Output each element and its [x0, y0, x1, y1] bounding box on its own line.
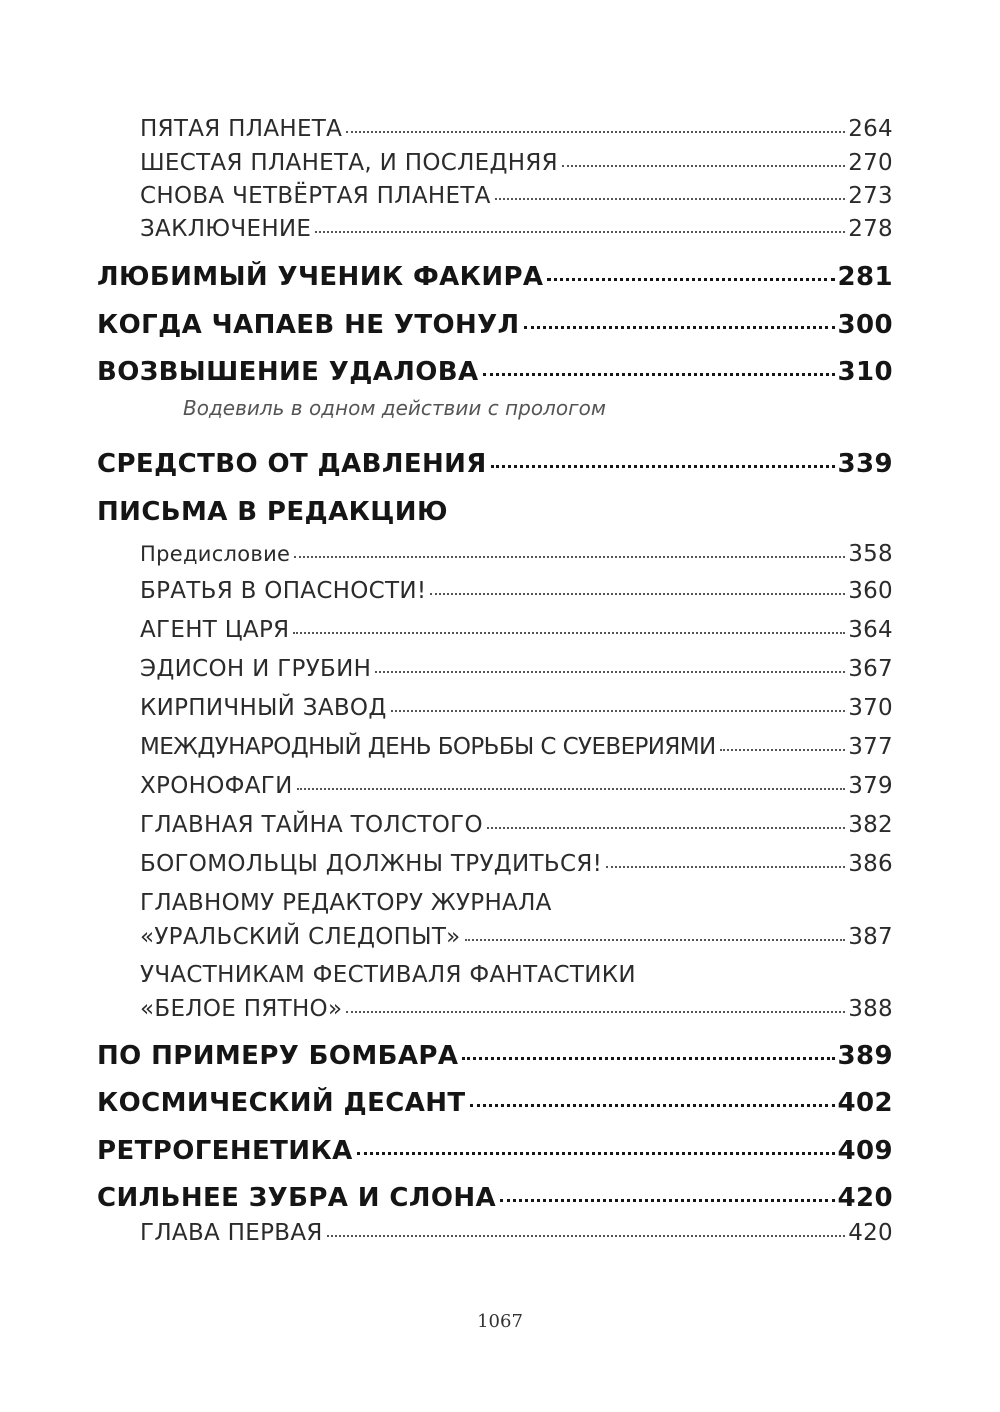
toc-entry	[140, 851, 893, 877]
toc-entry-title: КОГДА ЧАПАЕВ НЕ УТОНУЛ	[97, 310, 520, 340]
toc-entry-page: 300	[837, 310, 893, 340]
dot-leader	[483, 372, 835, 376]
toc-entry	[140, 695, 893, 721]
toc-entry-title: ЛЮБИМЫЙ УЧЕНИК ФАКИРА	[97, 262, 544, 292]
toc-entry-page: 382	[848, 812, 893, 838]
dot-leader	[465, 938, 846, 941]
toc-entry-page: 420	[837, 1183, 893, 1213]
dot-leader	[487, 826, 845, 829]
page-number: 1067	[477, 1311, 523, 1332]
toc-entry	[140, 924, 893, 950]
dot-leader	[297, 787, 846, 790]
toc-entry-page: 364	[848, 617, 893, 643]
toc-entry-page: 389	[837, 1041, 893, 1071]
dot-leader	[500, 1198, 834, 1202]
toc-entry-main	[97, 1041, 893, 1071]
toc-entry-main	[97, 357, 893, 387]
toc-entry	[140, 578, 893, 604]
toc-entry-page: 370	[848, 695, 893, 721]
toc-entry-title: ГЛАВНАЯ ТАЙНА ТОЛСТОГО	[140, 812, 483, 838]
toc-entry-title: ШЕСТАЯ ПЛАНЕТА, И ПОСЛЕДНЯЯ	[140, 150, 558, 176]
dot-leader	[391, 709, 846, 712]
dot-leader	[357, 1151, 835, 1155]
toc-entry	[140, 1220, 893, 1246]
toc-entry-page: 270	[848, 150, 893, 176]
toc-entry-page: 367	[848, 656, 893, 682]
dot-leader	[430, 592, 845, 595]
toc-entry	[140, 183, 893, 209]
toc-entry-title: ЗАКЛЮЧЕНИЕ	[140, 216, 312, 242]
toc-entry-main	[97, 1136, 893, 1166]
toc-entry-title-line1: ГЛАВНОМУ РЕДАКТОРУ ЖУРНАЛА	[140, 890, 552, 916]
dot-leader	[462, 1056, 834, 1060]
dot-leader	[562, 164, 845, 167]
toc-entry	[140, 996, 893, 1022]
toc-entry-main	[97, 1088, 893, 1118]
toc-entry	[140, 216, 893, 242]
toc-section-heading: ПИСЬМА В РЕДАКЦИЮ	[97, 497, 448, 527]
toc-entry	[140, 812, 893, 838]
toc-entry-title: АГЕНТ ЦАРЯ	[140, 617, 290, 643]
toc-entry-subtitle: Водевиль в одном действии с прологом	[183, 396, 606, 420]
toc-entry-page: 281	[837, 262, 893, 292]
toc-entry-page: 264	[848, 116, 893, 142]
toc-entry-page: 273	[848, 183, 893, 209]
toc-entry-title: БОГОМОЛЬЦЫ ДОЛЖНЫ ТРУДИТЬСЯ!	[140, 851, 603, 877]
toc-entry-title: Предисловие	[140, 542, 291, 566]
toc-entry-main	[97, 262, 893, 292]
dot-leader	[315, 230, 845, 233]
toc-entry-title: ЭДИСОН И ГРУБИН	[140, 656, 372, 682]
toc-entry-title: МЕЖДУНАРОДНЫЙ ДЕНЬ БОРЬБЫ С СУЕВЕРИЯМИ	[140, 734, 716, 760]
toc-entry-page: 386	[848, 851, 893, 877]
toc-entry-page: 377	[848, 734, 893, 760]
toc-entry-title: СРЕДСТВО ОТ ДАВЛЕНИЯ	[97, 449, 487, 479]
toc-entry	[140, 617, 893, 643]
toc-entry	[140, 656, 893, 682]
toc-entry-page: 379	[848, 773, 893, 799]
toc-entry-title: ХРОНОФАГИ	[140, 773, 293, 799]
toc-entry-page: 339	[837, 449, 893, 479]
toc-entry-main	[97, 1183, 893, 1213]
dot-leader	[375, 670, 845, 673]
dot-leader	[547, 277, 834, 281]
dot-leader	[491, 464, 835, 468]
toc-entry-title: БРАТЬЯ В ОПАСНОСТИ!	[140, 578, 427, 604]
dot-leader	[524, 325, 835, 329]
toc-entry	[140, 116, 893, 142]
toc-entry-page: 388	[848, 996, 893, 1022]
dot-leader	[293, 631, 845, 634]
toc-entry-title-line2: «УРАЛЬСКИЙ СЛЕДОПЫТ»	[140, 924, 461, 950]
dot-leader	[720, 748, 846, 751]
dot-leader	[327, 1234, 846, 1237]
toc-entry-page: 402	[837, 1088, 893, 1118]
toc-entry	[140, 150, 893, 176]
dot-leader	[606, 865, 845, 868]
toc-entry-page: 420	[848, 1220, 893, 1246]
toc-entry-main	[97, 449, 893, 479]
toc-entry	[140, 541, 893, 567]
toc-entry-page: 360	[848, 578, 893, 604]
toc-entry-title: ГЛАВА ПЕРВАЯ	[140, 1220, 323, 1246]
toc-entry-title: КОСМИЧЕСКИЙ ДЕСАНТ	[97, 1088, 466, 1118]
dot-leader	[346, 1010, 845, 1013]
dot-leader	[495, 197, 845, 200]
toc-entry-main	[97, 310, 893, 340]
dot-leader	[470, 1103, 835, 1107]
toc-entry-title: СИЛЬНЕЕ ЗУБРА И СЛОНА	[97, 1183, 497, 1213]
dot-leader	[294, 555, 845, 558]
dot-leader	[346, 130, 845, 133]
toc-entry-title-line1: УЧАСТНИКАМ ФЕСТИВАЛЯ ФАНТАСТИКИ	[140, 962, 636, 988]
toc-entry-title: ВОЗВЫШЕНИЕ УДАЛОВА	[97, 357, 479, 387]
toc-entry-title-line2: «БЕЛОЕ ПЯТНО»	[140, 996, 343, 1022]
toc-entry-page: 409	[837, 1136, 893, 1166]
toc-entry-title: ПЯТАЯ ПЛАНЕТА	[140, 116, 343, 142]
toc-entry	[140, 773, 893, 799]
toc-entry	[140, 734, 893, 760]
toc-entry-page: 278	[848, 216, 893, 242]
toc-entry-page: 310	[837, 357, 893, 387]
toc-entry-title: КИРПИЧНЫЙ ЗАВОД	[140, 695, 387, 721]
toc-entry-title: РЕТРОГЕНЕТИКА	[97, 1136, 353, 1166]
toc-entry-title: СНОВА ЧЕТВЁРТАЯ ПЛАНЕТА	[140, 183, 491, 209]
toc-entry-page: 358	[848, 541, 893, 567]
toc-entry-title: ПО ПРИМЕРУ БОМБАРА	[97, 1041, 459, 1071]
toc-entry-page: 387	[848, 924, 893, 950]
